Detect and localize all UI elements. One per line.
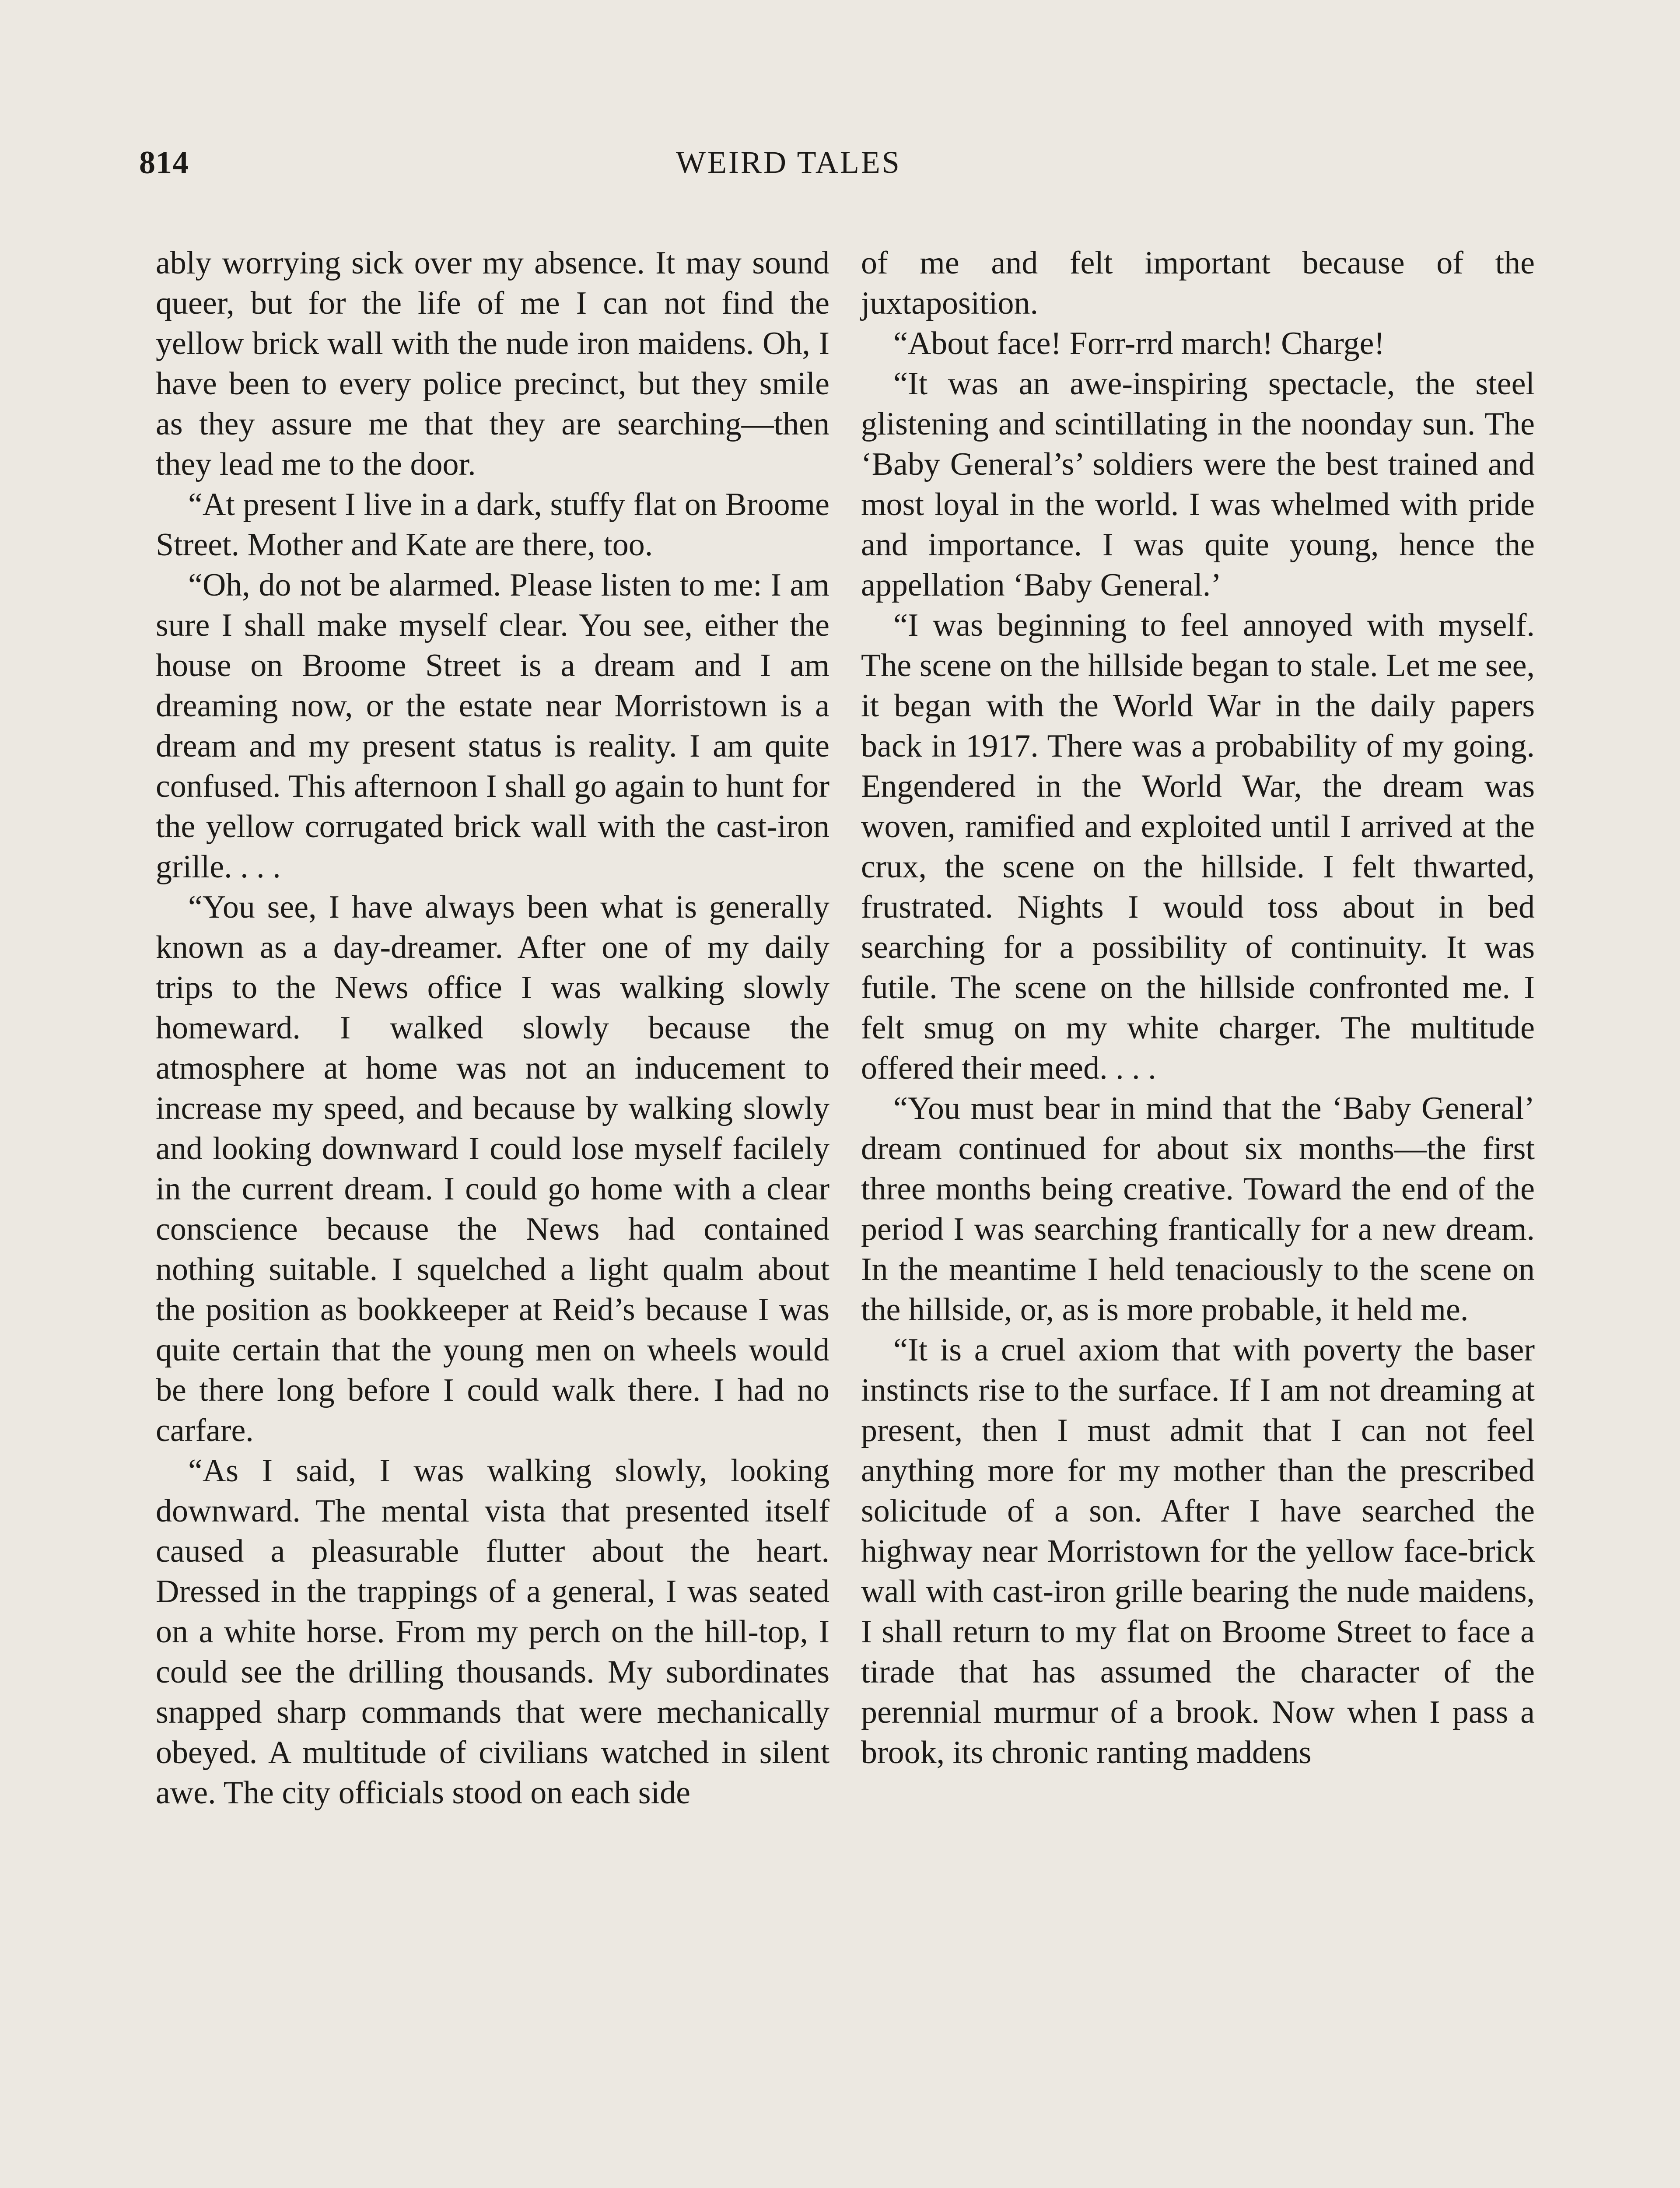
paragraph: “It was an awe-inspiring spectacle, the steel glistening and scintillating in the noonday sun. The ‘Baby General’s’ soldiers were the best trained and most loyal in the world. I was whelmed with pride and importance. I was quite young, hence the appellation ‘Baby General.’ bbox=[861, 366, 1535, 603]
paragraph: ably worrying sick over my absence. It may sound queer, but for the life of me I can not find the yellow brick wall with the nude iron maidens. Oh, I have been to every police precinct, but they smile as they assure me that they are searching—then they lead me to the door. bbox=[156, 245, 830, 482]
page-header bbox=[0, 144, 1680, 193]
paragraph: “It is a cruel axiom that with poverty the baser instincts rise to the surface. If I am not dreaming at present, then I must admit that I can not feel anything more for my mother than the prescribed solicitude of a son. After I have searched the highway near Morristown for the yellow face-brick wall with cast-iron grille bearing the nude maidens, I shall return to my flat on Broome Street to face a tirade that has assumed the character of the perennial murmur of a brook. Now when I pass a brook, its chronic ranting maddens bbox=[861, 1332, 1535, 1771]
paragraph: “You see, I have always been what is generally known as a day-dreamer. After one of my daily trips to the News office I was walking slowly homeward. I walked slowly because the atmosphere at home was not an inducement to increase my speed, and because by walking slowly and looking downward I could lose myself facilely in the current dream. I could go home with a clear conscience because the News had contained nothing suitable. I squelched a light qualm about the position as bookkeeper at Reid’s because I was quite certain that the young men on wheels would be there long before I could walk there. I had no carfare. bbox=[156, 889, 830, 1448]
paragraph: “About face! Forr-rrd march! Charge! bbox=[893, 326, 1385, 361]
paragraph: “I was beginning to feel annoyed with myself. The scene on the hillside began to stale. Let me see, it began with the World War in the daily papers back in 1917. There was a probability of my going. Engendered in the World War, the dream was woven, ramified and exploited until I arrived at the crux, the scene on the hillside. I felt thwarted, frustrated. Nights I would toss about in bed searching for a possibility of continuity. It was futile. The scene on the hillside confronted me. I felt smug on my white charger. The multitude offered their meed. . . . bbox=[861, 607, 1535, 1086]
paragraph: “As I said, I was walking slowly, looking downward. The mental vista that presented itself caused a pleasurable flutter about the heart. Dressed in the trappings of a general, I was seated on a white horse. From my perch on the hill-top, I could see the drilling thousands. My subordinates snapped sharp commands that were mechanically obeyed. A multitude of civilians watched in silent awe. The city officials stood on each side bbox=[156, 1453, 830, 1811]
paragraph: “Oh, do not be alarmed. Please listen to me: I am sure I shall make myself clear. You see, either the house on Broome Street is a dream and I am dreaming now, or the estate near Morristown is a dream and my present status is reality. I am quite confused. This afternoon I shall go again to hunt for the yellow corrugated brick wall with the cast-iron grille. . . . bbox=[156, 567, 830, 885]
paragraph: of me and felt important because of the juxtaposition. bbox=[861, 245, 1535, 321]
right-column bbox=[861, 243, 1535, 1773]
left-column bbox=[156, 243, 830, 1813]
page-number: 814 bbox=[139, 145, 189, 181]
running-title: WEIRD TALES bbox=[676, 145, 901, 180]
paragraph: “At present I live in a dark, stuffy flat on Broome Street. Mother and Kate are there, too. bbox=[156, 487, 830, 563]
paragraph: “You must bear in mind that the ‘Baby General’ dream continued for about six months—the first three months being creative. Toward the end of the period I was searching frantically for a new dream. In the meantime I held tenaciously to the scene on the hillside, or, as is more probable, it held me. bbox=[861, 1090, 1535, 1328]
